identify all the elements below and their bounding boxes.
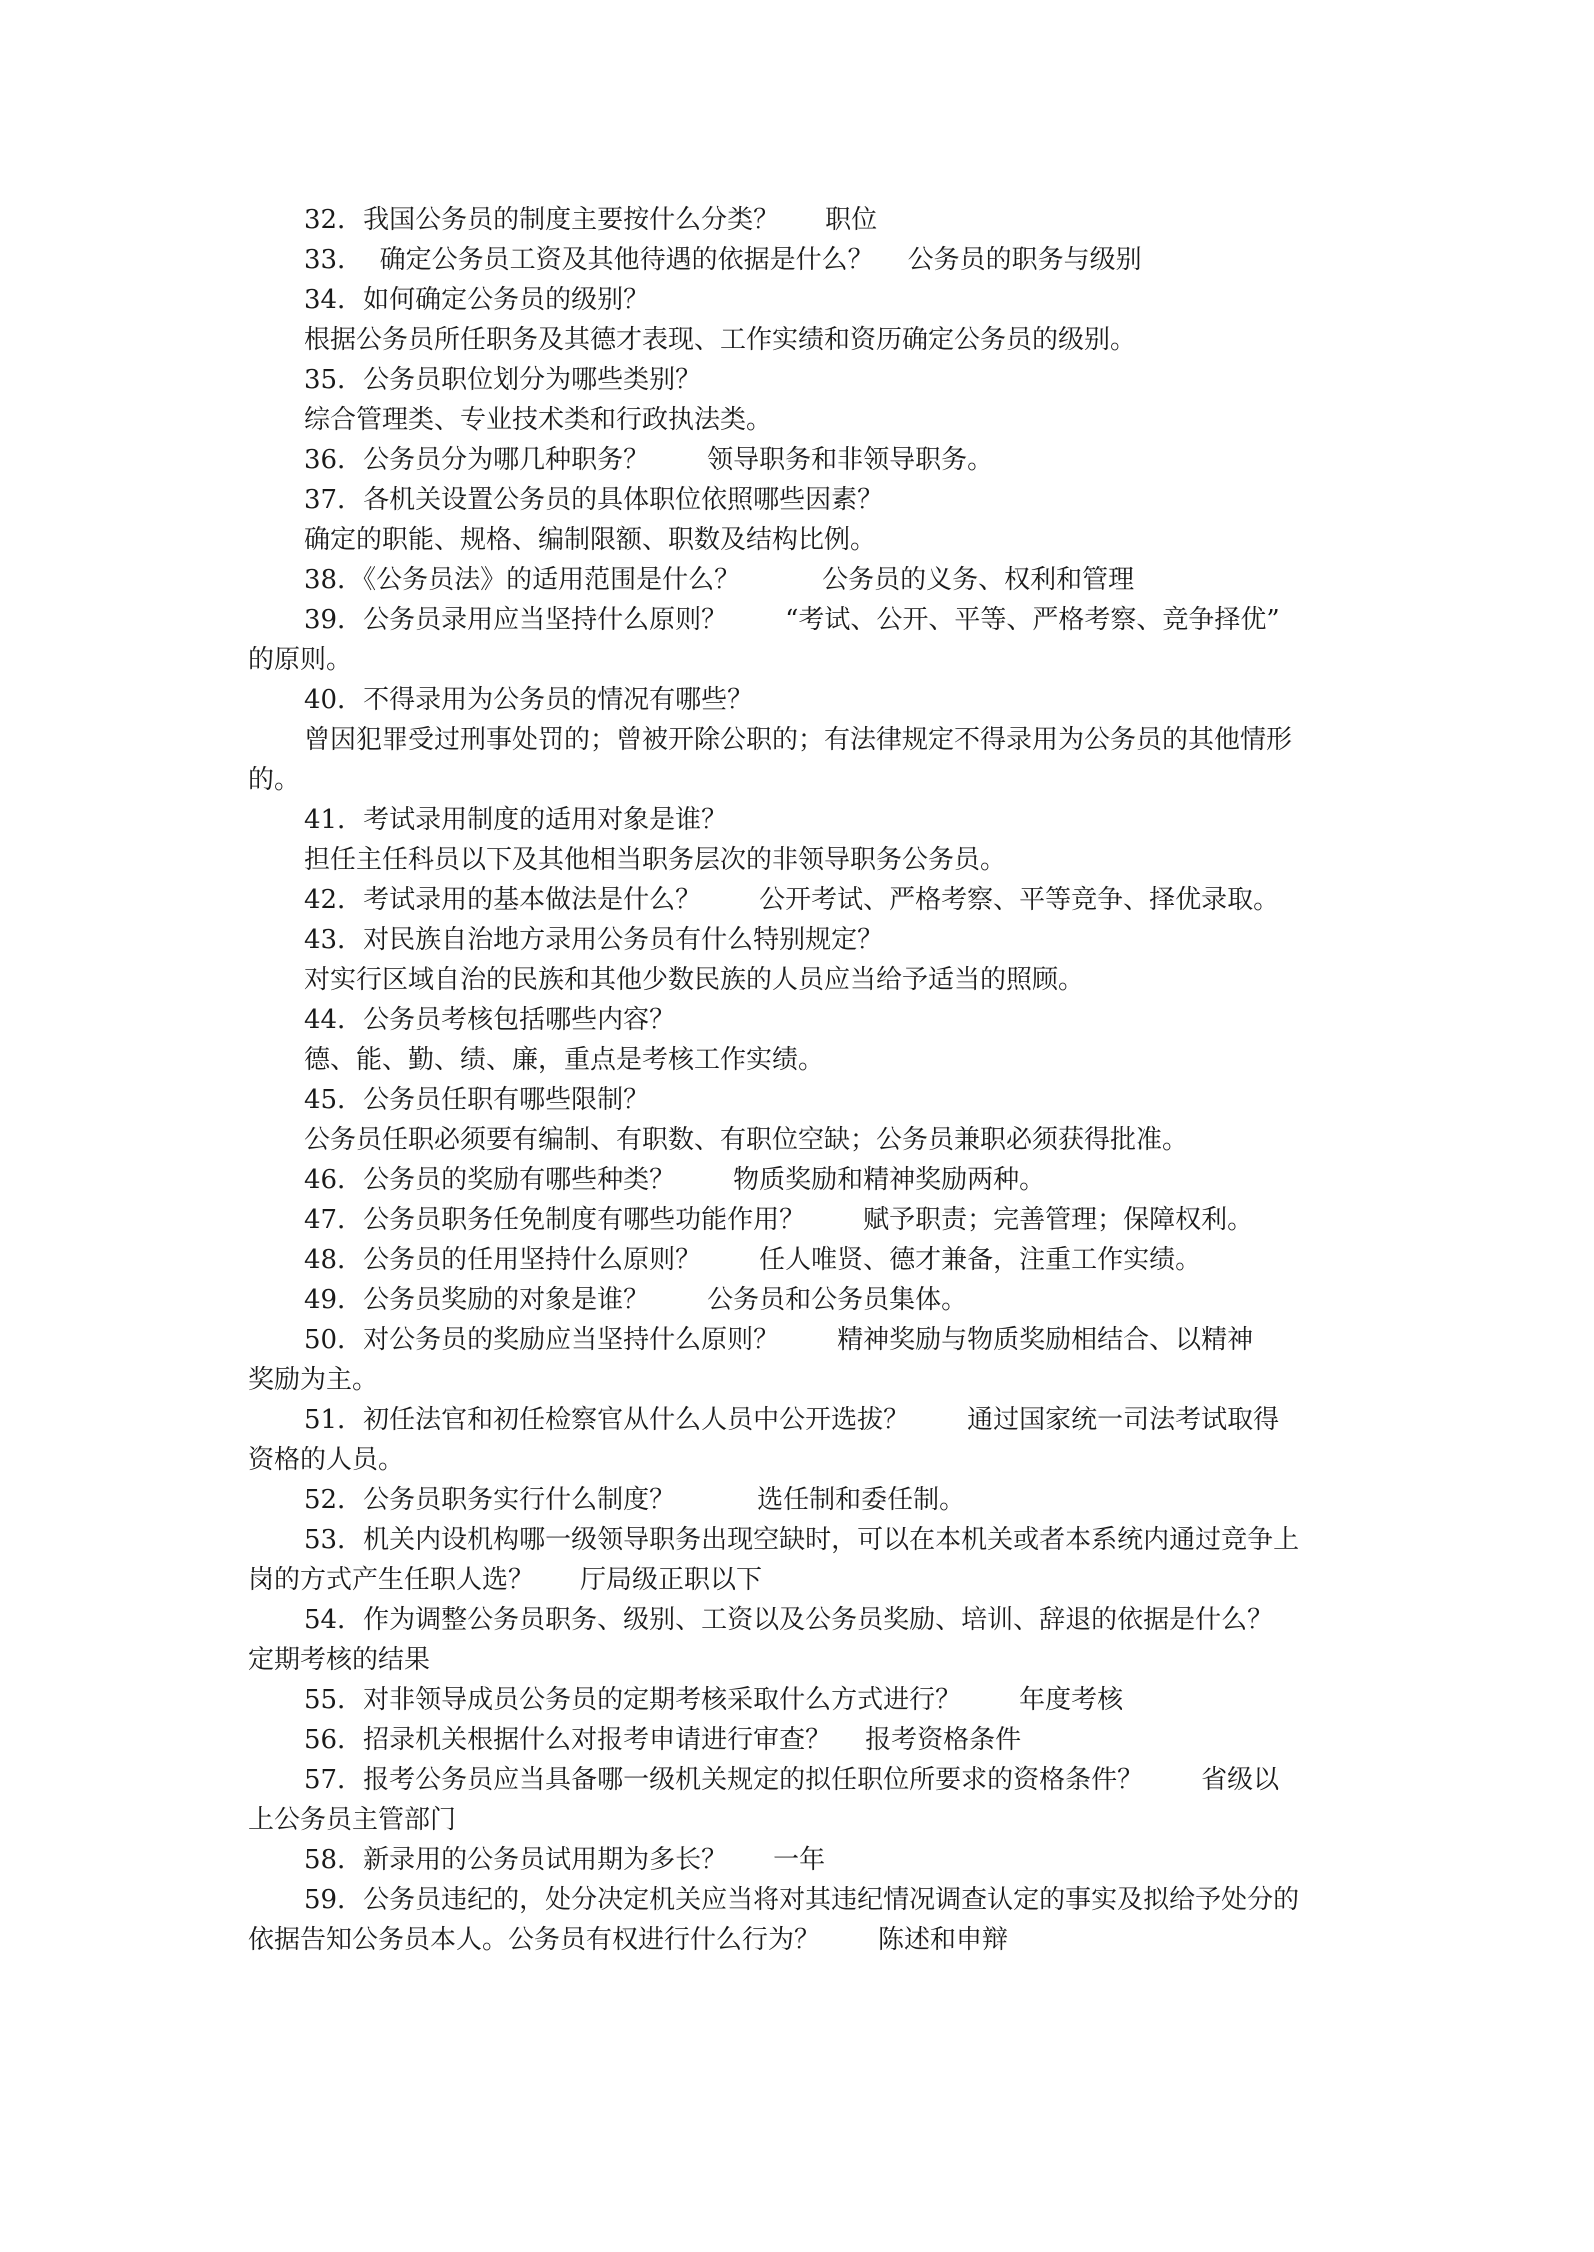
- question-48: [248, 1240, 1348, 1280]
- question-text: 33． 确定公务员工资及其他待遇的依据是什么？: [304, 245, 874, 275]
- question-37: [248, 480, 1348, 520]
- question-50: [248, 1320, 1348, 1360]
- answer-34: [248, 320, 1348, 360]
- answer-text: 物质奖励和精神奖励两种。: [733, 1165, 1046, 1195]
- question-text: 52．公务员职务实行什么制度？: [304, 1485, 676, 1515]
- question-51: [248, 1400, 1348, 1440]
- answer-40-cont: [248, 760, 1348, 800]
- answer-54: [248, 1640, 1348, 1680]
- question-46: [248, 1160, 1348, 1200]
- question-49: [248, 1280, 1348, 1320]
- answer-text: 职位: [825, 205, 878, 235]
- question-text: 54．作为调整公务员职务、级别、工资以及公务员奖励、培训、辞退的依据是什么？: [304, 1605, 1274, 1635]
- answer-45: [248, 1120, 1348, 1160]
- question-40: [248, 680, 1348, 720]
- question-41: [248, 800, 1348, 840]
- answer-text: 公开考试、严格考察、平等竞争、择优录取。: [759, 885, 1280, 915]
- question-55: [248, 1680, 1348, 1720]
- question-57: [248, 1760, 1348, 1800]
- answer-text: 年度考核: [1019, 1685, 1124, 1715]
- answer-44: [248, 1040, 1348, 1080]
- question-text: 39．公务员录用应当坚持什么原则？: [304, 605, 728, 635]
- answer-text: 公务员的义务、权利和管理: [822, 565, 1135, 595]
- answer-text: 厅局级正职以下: [580, 1565, 763, 1595]
- question-56: [248, 1720, 1348, 1760]
- answer-text: 领导职务和非领导职务。: [707, 445, 994, 475]
- question-text: 37．各机关设置公务员的具体职位依照哪些因素？: [304, 485, 884, 515]
- answer-text: 公务员的职务与级别: [907, 245, 1142, 275]
- question-59: [248, 1880, 1348, 1920]
- answer-41: [248, 840, 1348, 880]
- answer-text: 陈述和申辩: [878, 1925, 1009, 1955]
- answer-text: 德、能、勤、绩、廉，重点是考核工作实绩。: [304, 1045, 825, 1075]
- answer-43: [248, 960, 1348, 1000]
- question-text: 45．公务员任职有哪些限制？: [304, 1085, 650, 1115]
- question-45: [248, 1080, 1348, 1120]
- question-text: 47．公务员职务任免制度有哪些功能作用？: [304, 1205, 806, 1235]
- question-33: [248, 240, 1348, 280]
- question-text: 42．考试录用的基本做法是什么？: [304, 885, 702, 915]
- question-text: 40．不得录用为公务员的情况有哪些？: [304, 685, 754, 715]
- question-text: 49．公务员奖励的对象是谁？: [304, 1285, 650, 1315]
- answer-text: 精神奖励与物质奖励相结合、以精神: [837, 1325, 1254, 1355]
- answer-text: 上公务员主管部门: [248, 1805, 457, 1835]
- answer-40: [248, 720, 1348, 760]
- answer-text: 确定的职能、规格、编制限额、职数及结构比例。: [304, 525, 877, 555]
- answer-text: 担任主任科员以下及其他相当职务层次的非领导职务公务员。: [304, 845, 1007, 875]
- answer-text: 一年: [773, 1845, 826, 1875]
- question-text: 56．招录机关根据什么对报考申请进行审查？: [304, 1725, 832, 1755]
- answer-text: 选任制和委任制。: [757, 1485, 966, 1515]
- question-52: [248, 1480, 1348, 1520]
- answer-text: 报考资格条件: [865, 1725, 1022, 1755]
- answer-text: 定期考核的结果: [248, 1645, 431, 1675]
- answer-text: 曾因犯罪受过刑事处罚的；曾被开除公职的；有法律规定不得录用为公务员的其他情形: [304, 725, 1293, 755]
- question-59-cont: [248, 1920, 1348, 1960]
- question-38: [248, 560, 1348, 600]
- question-39: [248, 600, 1348, 640]
- answer-39-cont: [248, 640, 1348, 680]
- answer-text: 赋予职责；完善管理；保障权利。: [863, 1205, 1254, 1235]
- question-58: [248, 1840, 1348, 1880]
- question-text: 58．新录用的公务员试用期为多长？: [304, 1845, 728, 1875]
- answer-text: “考试、公开、平等、严格考察、竞争择优”: [785, 605, 1280, 635]
- answer-37: [248, 520, 1348, 560]
- question-text: 53．机关内设机构哪一级领导职务出现空缺时，可以在本机关或者本系统内通过竞争上: [304, 1525, 1300, 1555]
- question-54: [248, 1600, 1348, 1640]
- question-text: 41．考试录用制度的适用对象是谁？: [304, 805, 728, 835]
- answer-text: 公务员和公务员集体。: [707, 1285, 968, 1315]
- question-text: 38．《公务员法》的适用范围是什么？: [304, 565, 741, 595]
- question-47: [248, 1200, 1348, 1240]
- answer-text: 公务员任职必须要有编制、有职数、有职位空缺；公务员兼职必须获得批准。: [304, 1125, 1189, 1155]
- question-text: 43．对民族自治地方录用公务员有什么特别规定？: [304, 925, 884, 955]
- answer-57-cont: [248, 1800, 1348, 1840]
- answer-text: 对实行区域自治的民族和其他少数民族的人员应当给予适当的照顾。: [304, 965, 1085, 995]
- question-53: [248, 1520, 1348, 1560]
- answer-text: 任人唯贤、德才兼备，注重工作实绩。: [759, 1245, 1202, 1275]
- document-page: [248, 200, 1348, 1960]
- answer-text: 根据公务员所任职务及其德才表现、工作实绩和资历确定公务员的级别。: [304, 325, 1137, 355]
- question-42: [248, 880, 1348, 920]
- question-text: 岗的方式产生任职人选？: [248, 1565, 535, 1595]
- question-text: 32．我国公务员的制度主要按什么分类？: [304, 205, 780, 235]
- answer-text: 奖励为主。: [248, 1365, 379, 1395]
- question-34: [248, 280, 1348, 320]
- question-text: 36．公务员分为哪几种职务？: [304, 445, 650, 475]
- answer-35: [248, 400, 1348, 440]
- question-text: 46．公务员的奖励有哪些种类？: [304, 1165, 676, 1195]
- question-32: [248, 200, 1348, 240]
- question-text: 34．如何确定公务员的级别？: [304, 285, 650, 315]
- question-44: [248, 1000, 1348, 1040]
- answer-text: 综合管理类、专业技术类和行政执法类。: [304, 405, 773, 435]
- question-35: [248, 360, 1348, 400]
- question-text: 50．对公务员的奖励应当坚持什么原则？: [304, 1325, 780, 1355]
- question-text: 35．公务员职位划分为哪些类别？: [304, 365, 702, 395]
- question-text: 57．报考公务员应当具备哪一级机关规定的拟任职位所要求的资格条件？: [304, 1765, 1144, 1795]
- question-text: 依据告知公务员本人。公务员有权进行什么行为？: [248, 1925, 821, 1955]
- question-43: [248, 920, 1348, 960]
- answer-text: 资格的人员。: [248, 1445, 405, 1475]
- answer-51-cont: [248, 1440, 1348, 1480]
- question-text: 59．公务员违纪的，处分决定机关应当将对其违纪情况调查认定的事实及拟给予处分的: [304, 1885, 1300, 1915]
- answer-text: 的原则。: [248, 645, 353, 675]
- answer-text: 省级以: [1201, 1765, 1280, 1795]
- question-text: 48．公务员的任用坚持什么原则？: [304, 1245, 702, 1275]
- question-36: [248, 440, 1348, 480]
- answer-text: 的。: [248, 765, 301, 795]
- question-53-cont: [248, 1560, 1348, 1600]
- answer-text: 通过国家统一司法考试取得: [967, 1405, 1280, 1435]
- question-text: 55．对非领导成员公务员的定期考核采取什么方式进行？: [304, 1685, 962, 1715]
- answer-50-cont: [248, 1360, 1348, 1400]
- question-text: 51．初任法官和初任检察官从什么人员中公开选拔？: [304, 1405, 910, 1435]
- question-text: 44．公务员考核包括哪些内容？: [304, 1005, 676, 1035]
